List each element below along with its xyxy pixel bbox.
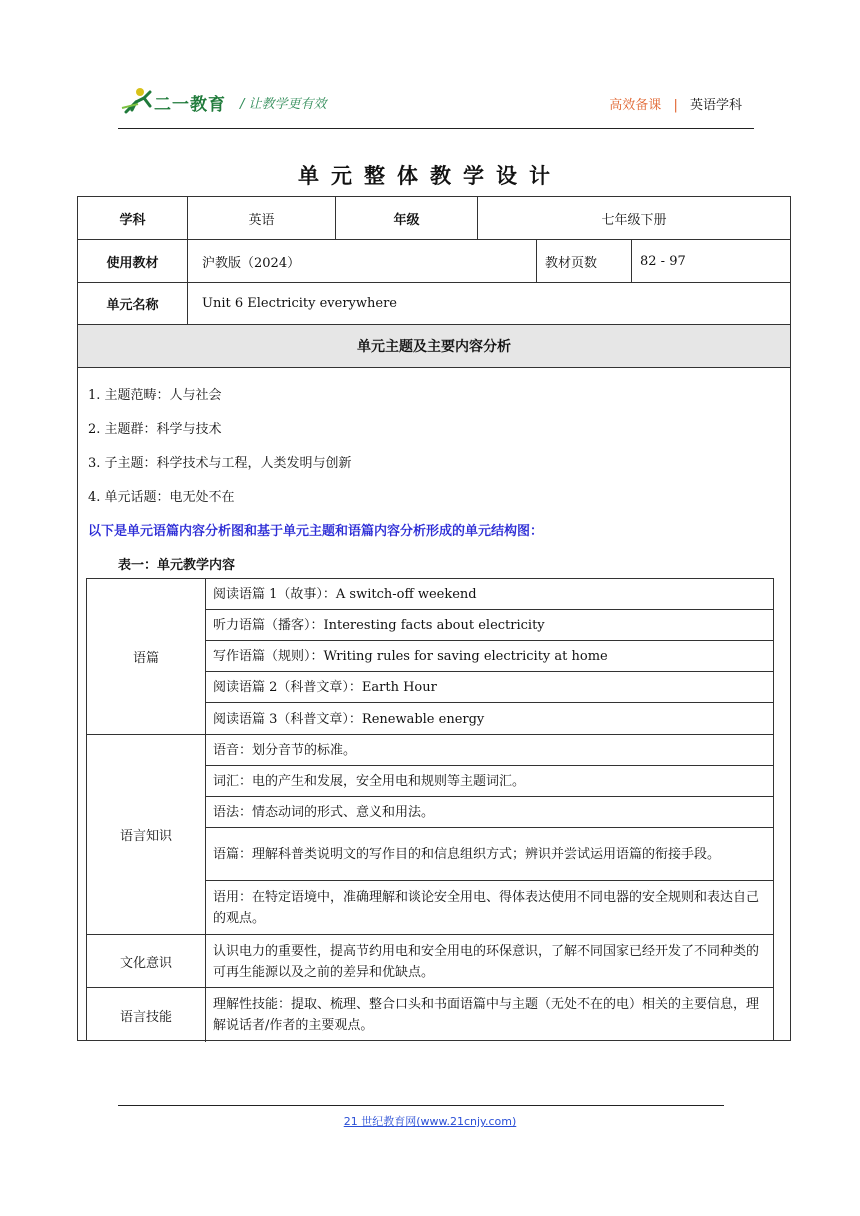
info-row-unit bbox=[78, 283, 790, 325]
page-title: 单元整体教学设计 bbox=[298, 164, 562, 188]
table-caption: 表一：单元教学内容 bbox=[118, 558, 236, 573]
group-items bbox=[205, 988, 773, 1042]
group-items bbox=[205, 579, 773, 734]
page-header bbox=[118, 80, 754, 129]
table-row: 语音：划分音节的标准。 bbox=[205, 735, 773, 766]
table-row: 阅读语篇 1（故事）：A switch-off weekend bbox=[205, 579, 773, 610]
group-label: 语言技能 bbox=[87, 988, 206, 1042]
group-items bbox=[205, 735, 773, 934]
table-row: 语法：情态动词的形式、意义和用法。 bbox=[205, 797, 773, 828]
table-row: 认识电力的重要性，提高节约用电和安全用电的环保意识，了解不同国家已经开发了不同种类的可再生能源以及之前的差异和优缺点。 bbox=[213, 943, 760, 980]
analysis-note: 以下是单元语篇内容分析图和基于单元主题和语篇内容分析形成的单元结构图： bbox=[88, 524, 544, 539]
design-table bbox=[77, 196, 791, 1041]
table-row: 理解性技能：提取、梳理、整合口头和书面语篇中与主题（无处不在的电）相关的主要信息，理解说话者/作者的主要观点。 bbox=[213, 997, 760, 1033]
group-items bbox=[205, 935, 773, 987]
table-group-skills bbox=[87, 988, 773, 1042]
unit-label: 单元名称 bbox=[78, 283, 188, 324]
info-row-subject bbox=[78, 197, 790, 240]
subject-label: 学科 bbox=[78, 197, 188, 239]
group-label: 语篇 bbox=[87, 579, 206, 734]
topic-item: 4. 单元话题：电无处不在 bbox=[88, 490, 235, 505]
pages-value: 82 - 97 bbox=[640, 253, 686, 269]
topic-item: 3. 子主题：科学技术与工程，人类发明与创新 bbox=[88, 456, 352, 471]
textbook-value: 沪教版（2024） bbox=[188, 240, 537, 282]
table-row: 阅读语篇 3（科普文章）：Renewable energy bbox=[213, 711, 485, 727]
info-row-textbook bbox=[78, 240, 790, 283]
table-row: 语篇：理解科普类说明文的写作目的和信息组织方式；辨识并尝试运用语篇的衔接手段。 bbox=[205, 828, 773, 881]
pages-label: 教材页数 bbox=[537, 240, 632, 282]
section-heading-row bbox=[78, 325, 790, 368]
header-separator: | bbox=[673, 98, 678, 113]
textbook-label: 使用教材 bbox=[78, 240, 188, 282]
footer-link[interactable]: 21 世纪教育网(www.21cnjy.com) bbox=[343, 1115, 517, 1128]
table-row: 阅读语篇 2（科普文章）：Earth Hour bbox=[205, 672, 773, 703]
table-group-culture bbox=[87, 935, 773, 988]
group-label: 语言知识 bbox=[87, 735, 206, 934]
subject-value: 英语 bbox=[188, 197, 336, 239]
section-heading: 单元主题及主要内容分析 bbox=[78, 325, 790, 367]
logo-text: 二一教育 bbox=[154, 95, 226, 115]
table-row: 听力语篇（播客）：Interesting facts about electricity bbox=[205, 610, 773, 641]
table-row: 词汇：电的产生和发展，安全用电和规则等主题词汇。 bbox=[205, 766, 773, 797]
header-right bbox=[609, 94, 742, 113]
table-group-discourse bbox=[87, 579, 773, 735]
slogan: / 让教学更有效 bbox=[240, 97, 327, 112]
topic-item: 2. 主题群：科学与技术 bbox=[88, 422, 222, 437]
unit-value: Unit 6 Electricity everywhere bbox=[202, 296, 397, 311]
content-table bbox=[86, 578, 774, 1041]
grade-value: 七年级下册 bbox=[601, 212, 667, 228]
grade-label: 年级 bbox=[336, 197, 478, 239]
footer-divider bbox=[118, 1105, 724, 1106]
header-subject: 英语学科 bbox=[689, 98, 742, 113]
table-row: 语用：在特定语境中，准确理解和谈论安全用电、得体表达使用不同电器的安全规则和表达自己的观点。 bbox=[213, 890, 760, 926]
header-accent: 高效备课 bbox=[609, 98, 662, 113]
topic-item: 1. 主题范畴：人与社会 bbox=[88, 388, 222, 403]
table-row: 写作语篇（规则）：Writing rules for saving electricity at home bbox=[205, 641, 773, 672]
table-group-knowledge bbox=[87, 735, 773, 935]
group-label: 文化意识 bbox=[87, 935, 206, 987]
